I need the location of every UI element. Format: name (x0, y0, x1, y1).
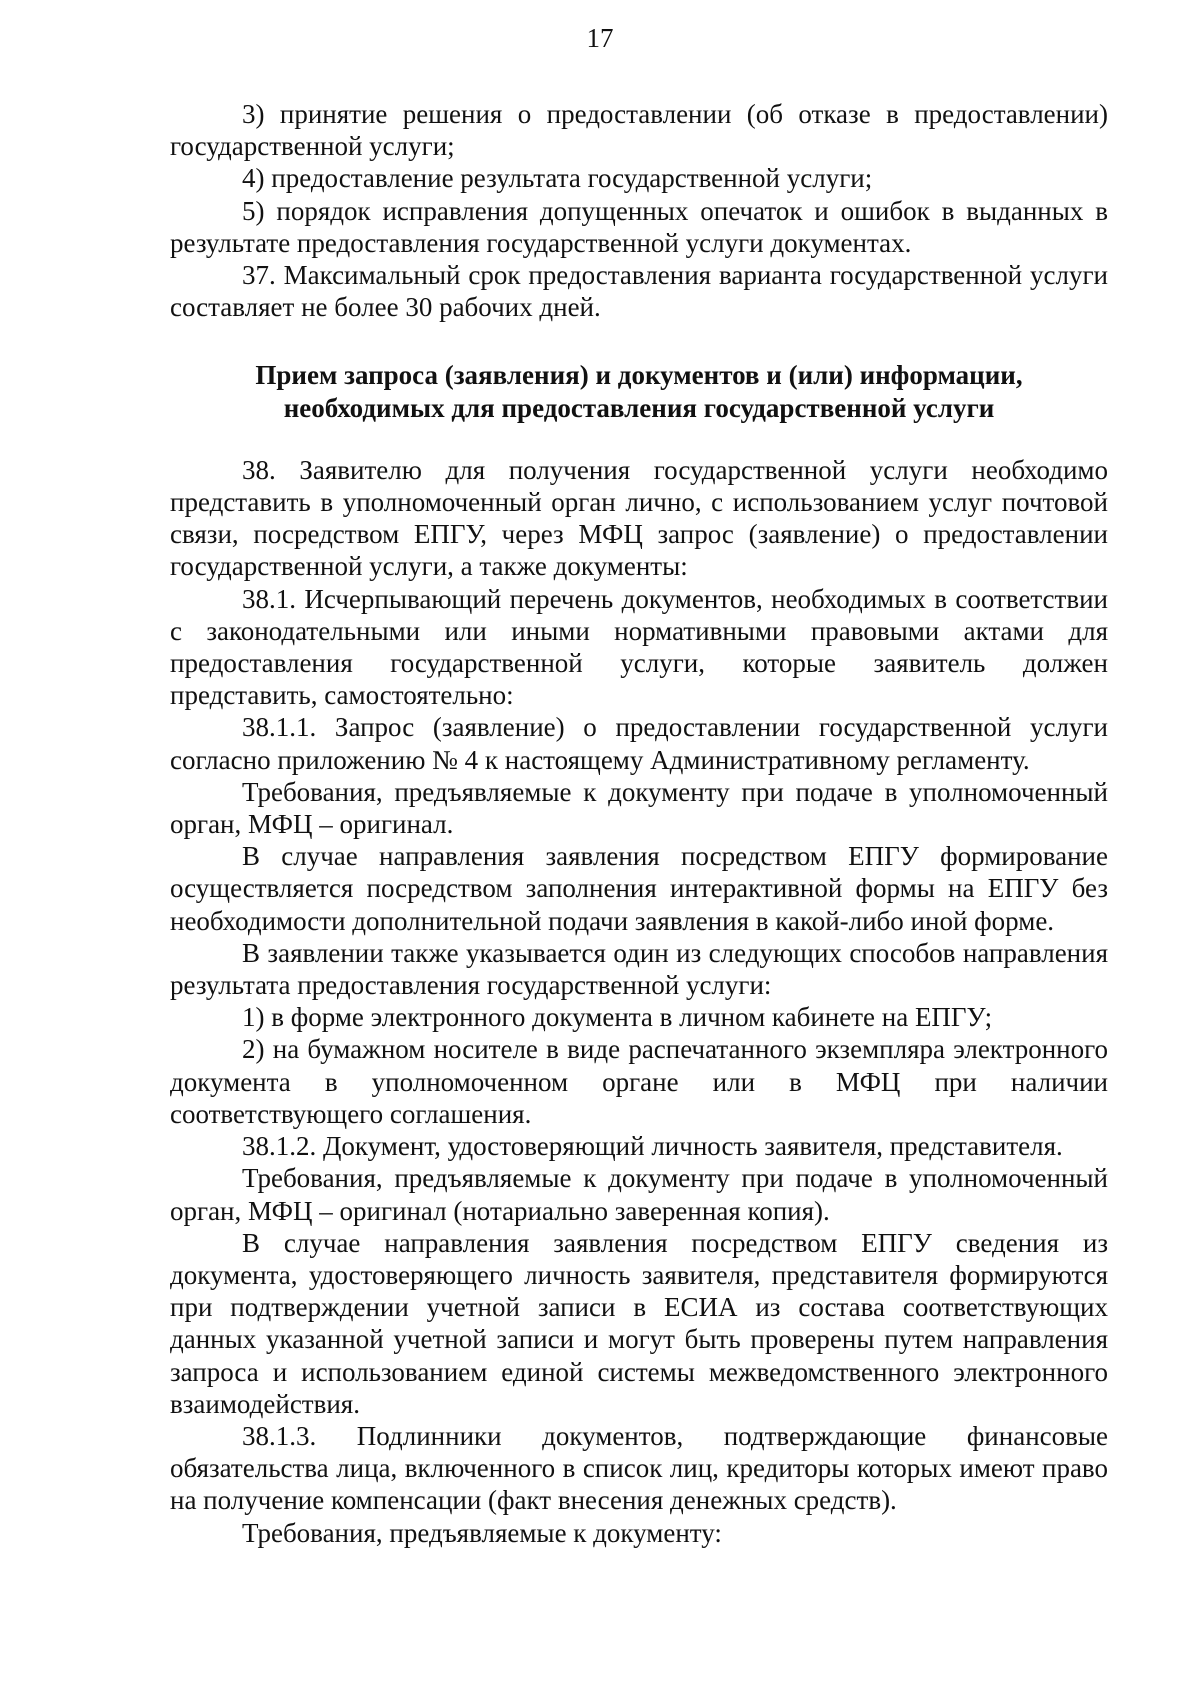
paragraph-38-1-3: 38.1.3. Подлинники документов, подтверждающие финансовые обязательства лица, включенного в список лиц, кредиторы которых имеют право на получение компенсации (факт внесения денежных средств). (170, 1420, 1108, 1516)
paragraph-item-3: 3) принятие решения о предоставлении (об отказе в предоставлении) государственной услуги; (170, 99, 1108, 162)
paragraph-method-1: 1) в форме электронного документа в личном кабинете на ЕПГУ; (242, 1002, 993, 1033)
paragraph-requirements-3: Требования, предъявляемые к документу: (242, 1517, 722, 1548)
paragraph-38: 38. Заявителю для получения государственной услуги необходимо представить в уполномоченный орган лично, с использованием услуг почтовой связи, посредством ЕПГУ, через МФЦ запрос (заявление) о предоставлении государственной услуги, а также документы: (170, 454, 1108, 582)
paragraph-result-methods: В заявлении также указывается один из следующих способов направления результата предоставления государственной услуги: (170, 937, 1108, 1001)
paragraph-38-1-2: 38.1.2. Документ, удостоверяющий личность заявителя, представителя. (242, 1131, 1063, 1162)
paragraph-method-2: 2) на бумажном носителе в виде распечатанного экземпляра электронного документа в уполномоченном органе или в МФЦ при наличии соответствующего соглашения. (170, 1034, 1108, 1129)
paragraph-epgu-form: В случае направления заявления посредством ЕПГУ формирование осуществляется посредством заполнения интерактивной формы на ЕПГУ без необходимости дополнительной подачи заявления в какой-либо иной форме. (170, 841, 1108, 936)
paragraph-esia: В случае направления заявления посредством ЕПГУ сведения из документа, удостоверяющего личность заявителя, представителя формируются при подтверждении учетной записи в ЕСИА из состава соответствующих данных указанной учетной записи и могут быть проверены путем направления запроса и использованием единой системы межведомственного электронного взаимодействия. (170, 1227, 1108, 1419)
paragraph-37: 37. Максимальный срок предоставления варианта государственной услуги составляет не более 30 рабочих дней. (170, 260, 1108, 323)
paragraph-38-1-1: 38.1.1. Запрос (заявление) о предоставлении государственной услуги согласно приложению № 4 к настоящему Административному регламенту. (170, 712, 1108, 775)
paragraph-requirements-1: Требования, предъявляемые к документу при подаче в уполномоченный орган, МФЦ – оригинал. (170, 776, 1108, 840)
paragraph-38-1: 38.1. Исчерпывающий перечень документов, необходимых в соответствии с законодательными или иными нормативными правовыми актами для предоставления государственной услуги, которые заявитель должен представить, самостоятельно: (170, 583, 1108, 711)
page-number: 17 (586, 23, 614, 53)
paragraph-item-4: 4) предоставление результата государственной услуги; (242, 163, 873, 194)
paragraph-item-5: 5) порядок исправления допущенных опечаток и ошибок в выданных в результате предоставления государственной услуги документах. (170, 195, 1108, 258)
section-heading: Прием запроса (заявления) и документов и (или) информации, необходимых для предоставления государственной услуги (255, 360, 1023, 423)
paragraph-requirements-2: Требования, предъявляемые к документу при подаче в уполномоченный орган, МФЦ – оригинал (нотариально заверенная копия). (170, 1163, 1108, 1226)
document-body (170, 98, 1108, 1549)
